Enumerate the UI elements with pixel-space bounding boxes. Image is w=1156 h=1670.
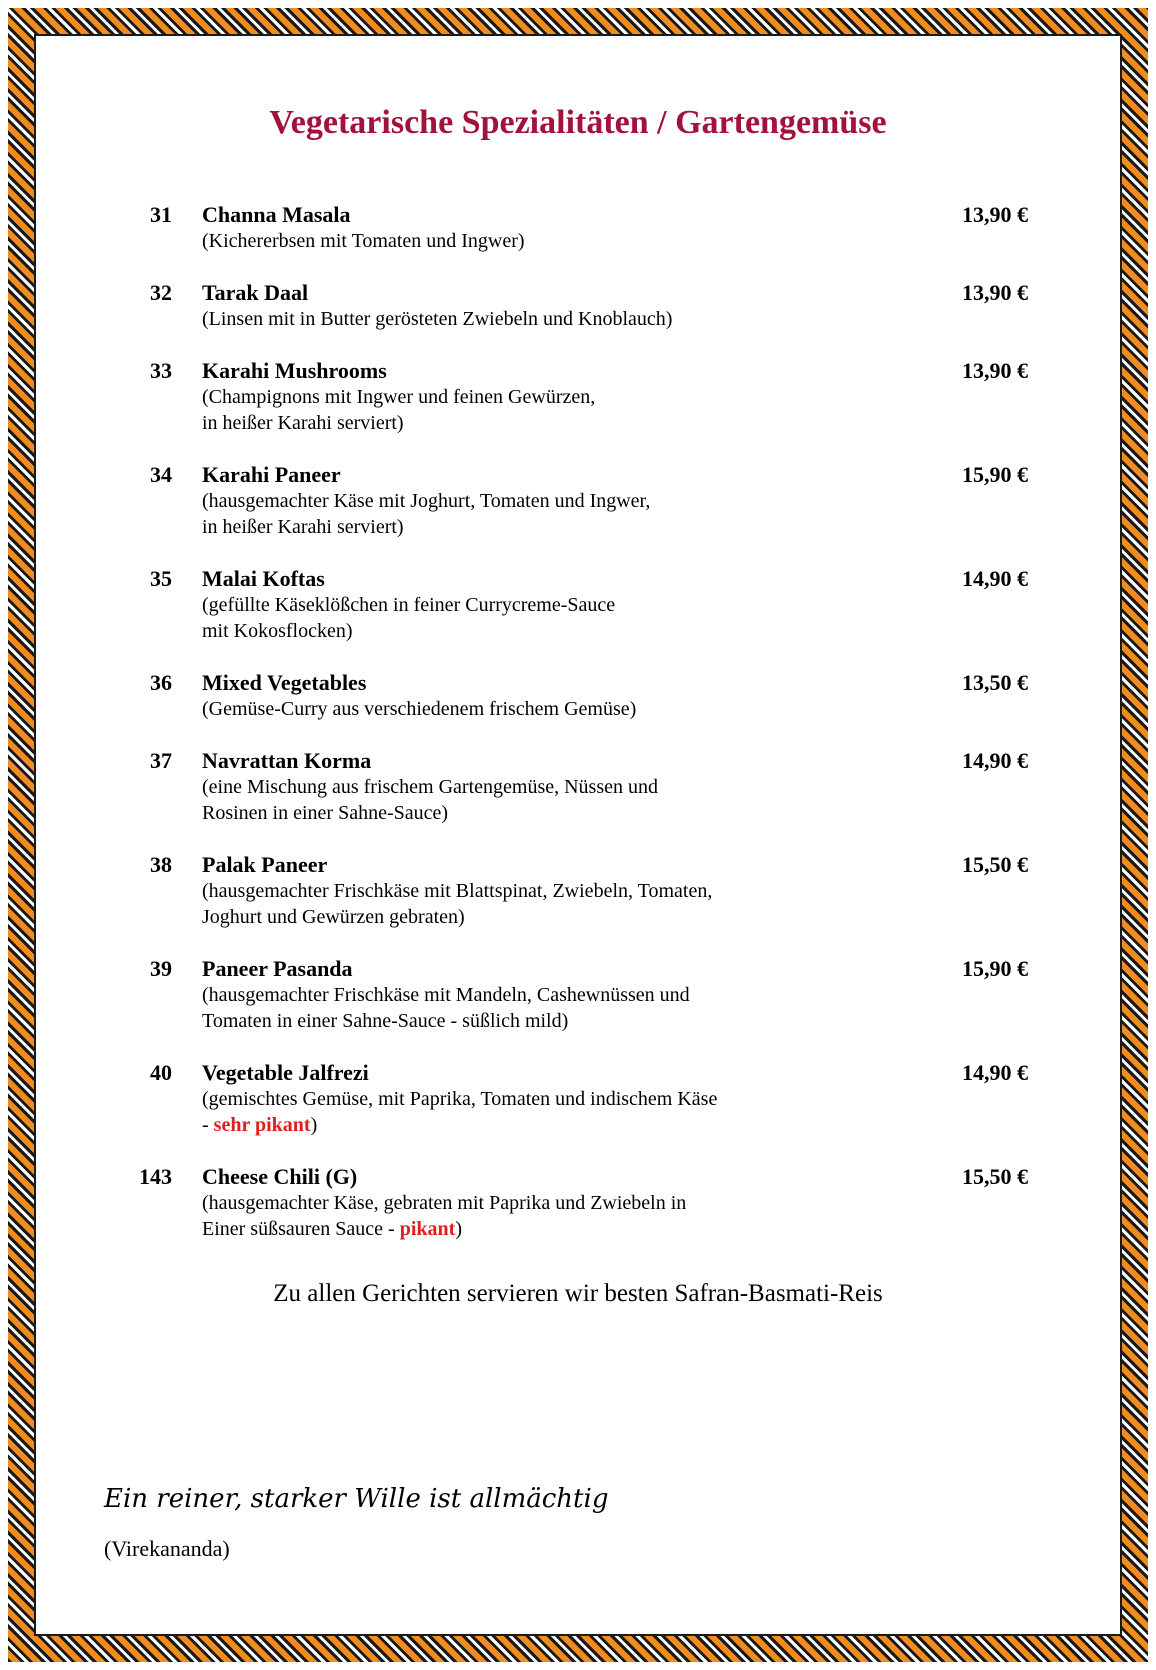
item-description: (gemischtes Gemüse, mit Paprika, Tomaten und indischem Käse <box>202 1088 718 1110</box>
item-number: 39 <box>150 956 172 981</box>
item-price: 13,90 € <box>962 358 1028 383</box>
item-number: 40 <box>150 1060 172 1085</box>
item-number: 36 <box>150 670 172 695</box>
item-name: Cheese Chili (G) <box>202 1164 358 1189</box>
item-description: Joghurt und Gewürzen gebraten) <box>202 906 465 928</box>
item-description: (eine Mischung aus frischem Gartengemüse, Nüssen und <box>202 776 658 798</box>
item-price: 15,50 € <box>962 852 1028 877</box>
menu-item-header <box>120 1164 1040 1190</box>
item-price: 13,90 € <box>962 280 1028 305</box>
menu-item-header <box>120 1060 1040 1086</box>
item-name: Karahi Paneer <box>202 462 341 487</box>
menu-item-header <box>120 566 1040 592</box>
item-name: Mixed Vegetables <box>202 670 367 695</box>
item-description: (Champignons mit Ingwer und feinen Gewürzen, <box>202 386 596 408</box>
item-description <box>202 1216 1040 1242</box>
menu-item-header <box>120 852 1040 878</box>
menu-item-header <box>120 748 1040 774</box>
item-description: Rosinen in einer Sahne-Sauce) <box>202 802 449 824</box>
menu-item <box>120 748 1040 826</box>
item-description: Tomaten in einer Sahne-Sauce - süßlich mild) <box>202 1010 569 1032</box>
item-description: in heißer Karahi serviert) <box>202 516 404 538</box>
item-name: Paneer Pasanda <box>202 956 353 981</box>
item-description: (Gemüse-Curry aus verschiedenem frischem Gemüse) <box>202 698 637 720</box>
menu-item <box>120 462 1040 540</box>
item-price: 15,90 € <box>962 956 1028 981</box>
item-name: Palak Paneer <box>202 852 328 877</box>
item-number: 38 <box>150 852 172 877</box>
item-number: 33 <box>150 358 172 383</box>
menu-item <box>120 956 1040 1034</box>
item-description: (hausgemachter Käse mit Joghurt, Tomaten und Ingwer, <box>202 490 651 512</box>
menu-item-header <box>120 358 1040 384</box>
item-number: 143 <box>139 1164 172 1189</box>
menu-item <box>120 566 1040 644</box>
item-price: 13,50 € <box>962 670 1028 695</box>
item-number: 31 <box>150 202 172 227</box>
menu-item <box>120 1060 1040 1138</box>
menu-list <box>120 202 1040 1268</box>
menu-item-header <box>120 670 1040 696</box>
item-number: 32 <box>150 280 172 305</box>
item-price: 14,90 € <box>962 566 1028 591</box>
item-price: 14,90 € <box>962 748 1028 773</box>
spicy-label: pikant <box>399 1218 456 1240</box>
item-description: mit Kokosflocken) <box>202 620 353 642</box>
item-description: (hausgemachter Käse, gebraten mit Paprika und Zwiebeln in <box>202 1192 687 1214</box>
item-description: (hausgemachter Frischkäse mit Blattspinat, Zwiebeln, Tomaten, <box>202 880 713 902</box>
item-description <box>202 1112 1040 1138</box>
menu-item-header <box>120 202 1040 228</box>
menu-item <box>120 852 1040 930</box>
menu-item-header <box>120 280 1040 306</box>
item-price: 14,90 € <box>962 1060 1028 1085</box>
item-name: Navrattan Korma <box>202 748 372 773</box>
description-text: Einer süßsauren Sauce - <box>202 1218 400 1240</box>
item-name: Malai Koftas <box>202 566 325 591</box>
item-name: Channa Masala <box>202 202 351 227</box>
description-text: ) <box>310 1114 318 1136</box>
item-name: Vegetable Jalfrezi <box>202 1060 369 1085</box>
item-name: Tarak Daal <box>202 280 309 305</box>
quote-author: (Virekananda) <box>104 1536 230 1561</box>
menu-item <box>120 280 1040 332</box>
item-price: 15,90 € <box>962 462 1028 487</box>
menu-item <box>120 358 1040 436</box>
menu-item <box>120 1164 1040 1242</box>
item-price: 13,90 € <box>962 202 1028 227</box>
page-title: Vegetarische Spezialitäten / Gartengemüse <box>269 104 887 141</box>
menu-item <box>120 202 1040 254</box>
item-number: 37 <box>150 748 172 773</box>
rice-note: Zu allen Gerichten servieren wir besten Safran-Basmati-Reis <box>273 1280 883 1307</box>
item-description: (Kichererbsen mit Tomaten und Ingwer) <box>202 230 525 252</box>
item-name: Karahi Mushrooms <box>202 358 387 383</box>
menu-item-header <box>120 462 1040 488</box>
item-number: 34 <box>150 462 172 487</box>
item-description: in heißer Karahi serviert) <box>202 412 404 434</box>
menu-item-header <box>120 956 1040 982</box>
quote-text: Ein reiner, starker Wille ist allmächtig <box>104 1484 609 1514</box>
description-text: - <box>202 1114 214 1136</box>
item-price: 15,50 € <box>962 1164 1028 1189</box>
spicy-label: sehr pikant <box>213 1114 311 1136</box>
menu-item <box>120 670 1040 722</box>
description-text: ) <box>455 1218 462 1240</box>
item-number: 35 <box>150 566 172 591</box>
item-description: (Linsen mit in Butter gerösteten Zwiebeln und Knoblauch) <box>202 308 673 330</box>
item-description: (hausgemachter Frischkäse mit Mandeln, Cashewnüssen und <box>202 984 690 1006</box>
item-description: (gefüllte Käseklößchen in feiner Currycreme-Sauce <box>202 594 616 616</box>
